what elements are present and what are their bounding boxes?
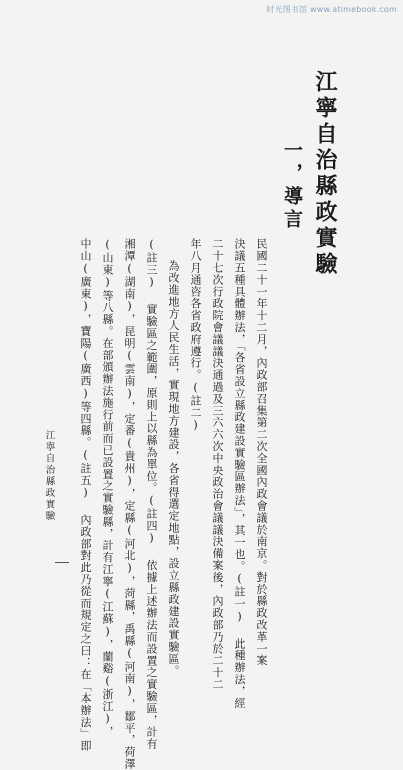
body-column: (註三) 實驗區之範圍，原則上以縣為單位。(註四) 依據上述辦法而設置之實驗區，計有 — [145, 238, 158, 750]
body-column: 中山(廣東)，寶陽(廣西)等四縣。(註五) 內政部對此乃從而規定之曰：在「本辦法」即 — [79, 238, 92, 752]
page-mark — [55, 562, 69, 563]
body-column: 民國二十一年十二月，內政部召集第二次全國內政會議於南京。對於縣政改革一案 — [255, 238, 268, 667]
body-column: (山東)等八縣。在部頒辦法施行前而已設置之實驗縣，計有江寧(江蘇)，蘭谿(浙江)， — [101, 238, 114, 738]
body-column: 年八月通咨各省政府遵行。(註二) — [189, 238, 202, 433]
body-column: 決議五種具體辦法，「各省設立縣政建設實驗區辦法」，其一也。(註一) 此種辦法，經 — [233, 238, 246, 709]
section-heading: 一，導言 — [281, 140, 303, 232]
body-column: 二十七次行政院會議議決通過及三六六次中央政治會議議決備案後，內政部乃於二十二 — [211, 238, 224, 691]
watermark-text: 时光图书馆 www.atimebook.com — [266, 5, 397, 14]
body-column: 為改進地方人民生活，實現地方建設，各省得選定地點，設立縣政建設實驗區。 — [167, 260, 180, 677]
book-title: 江寧自治縣政實驗 — [312, 70, 338, 278]
body-column: 湘潭(湖南)，昆明(雲南)，定番(貴州)，定縣(河北)，菏縣，禹縣(河南)，鄒平，荷澤 — [123, 238, 136, 770]
running-head: 江寧自治縣政實驗 — [43, 430, 55, 522]
